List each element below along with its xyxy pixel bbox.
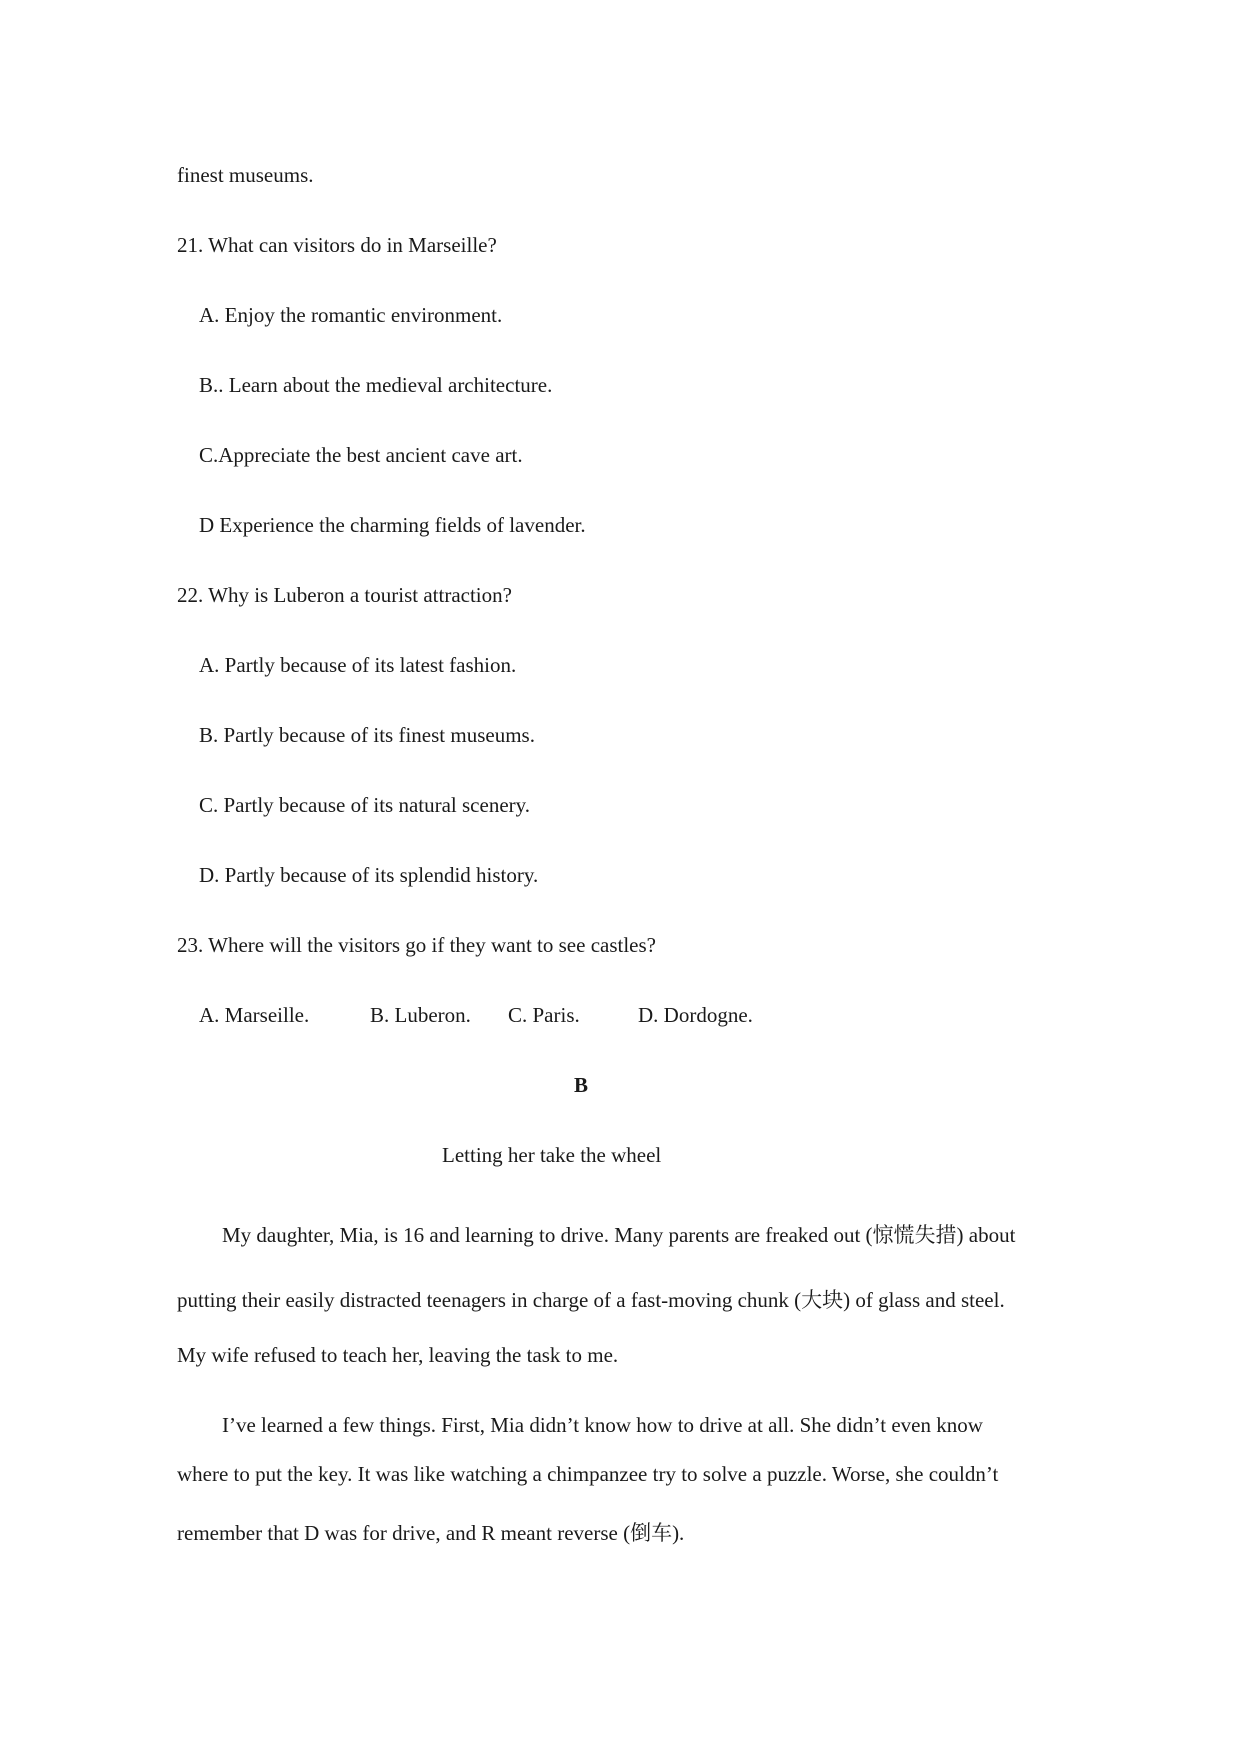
paragraph-line: remember that D was for drive, and R meant reverse (倒车).: [177, 1521, 685, 1545]
question-stem: 21. What can visitors do in Marseille?: [177, 233, 497, 257]
option-a: A. Enjoy the romantic environment.: [199, 303, 503, 327]
option-c: C. Partly because of its natural scenery.: [199, 793, 531, 817]
option-d: D. Partly because of its splendid history.: [199, 863, 539, 887]
question-stem: 22. Why is Luberon a tourist attraction?: [177, 583, 512, 607]
option-c: C. Paris.: [508, 1003, 580, 1027]
option-d: D. Dordogne.: [638, 1003, 753, 1027]
option-a: A. Partly because of its latest fashion.: [199, 653, 517, 677]
paragraph-line: I’ve learned a few things. First, Mia didn’t know how to drive at all. She didn’t even know: [222, 1413, 983, 1437]
option-d: D Experience the charming fields of lavender.: [199, 513, 586, 537]
option-row: [199, 1002, 753, 1028]
paragraph-line: My wife refused to teach her, leaving the task to me.: [177, 1343, 619, 1367]
option-b: B. Luberon.: [370, 1003, 471, 1027]
option-b: B.. Learn about the medieval architecture.: [199, 373, 553, 397]
option-a: A. Marseille.: [199, 1003, 310, 1027]
passage-title: Letting her take the wheel: [442, 1143, 662, 1167]
previous-passage-tail: finest museums.: [177, 163, 314, 187]
option-c: C.Appreciate the best ancient cave art.: [199, 443, 523, 467]
paragraph-line: My daughter, Mia, is 16 and learning to drive. Many parents are freaked out (惊慌失措) about: [222, 1223, 1016, 1247]
question-stem: 23. Where will the visitors go if they want to see castles?: [177, 933, 656, 957]
paragraph-line: where to put the key. It was like watching a chimpanzee try to solve a puzzle. Worse, she couldn’t: [177, 1462, 999, 1486]
option-b: B. Partly because of its finest museums.: [199, 723, 535, 747]
section-label: B: [574, 1073, 589, 1097]
paragraph-line: putting their easily distracted teenagers in charge of a fast-moving chunk (大块) of glass and steel.: [177, 1288, 1005, 1312]
